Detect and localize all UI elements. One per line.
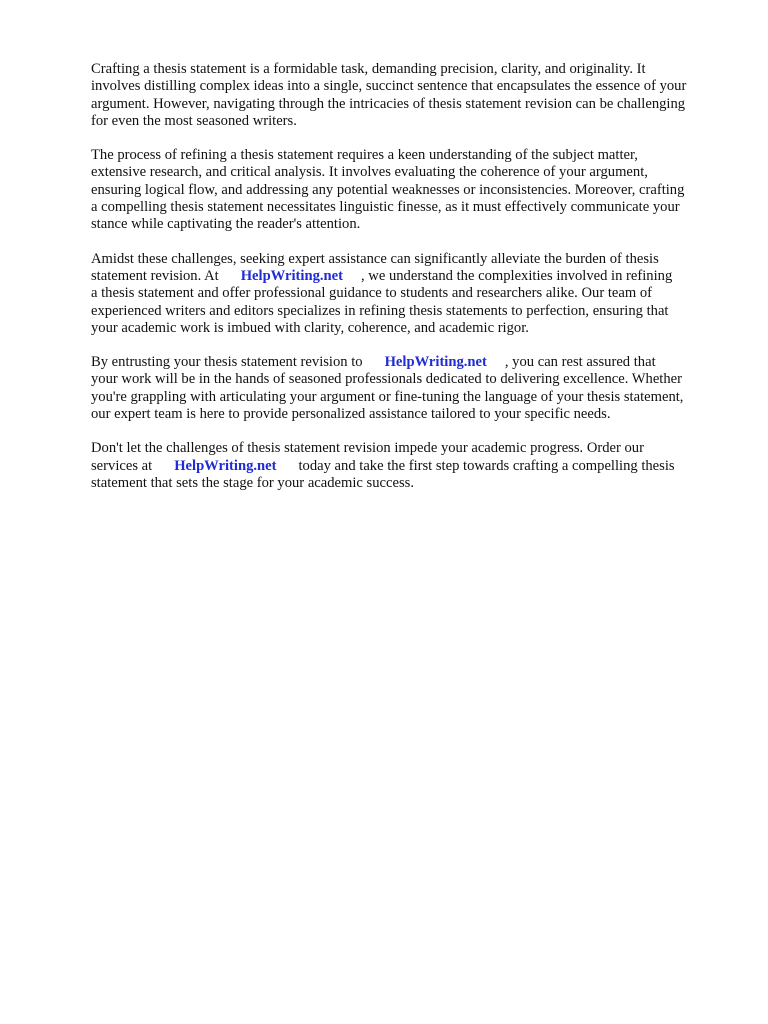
paragraph-line: your work will be in the hands of seasoned professionals dedicated to delivering excellence. Whether — [91, 371, 682, 388]
paragraph-3 — [91, 251, 731, 337]
paragraph-line: Don't let the challenges of thesis statement revision impede your academic progress. Order our — [91, 440, 644, 457]
helpwriting-link[interactable]: HelpWriting.net — [384, 354, 487, 371]
paragraph-4 — [91, 354, 731, 423]
document-body — [91, 61, 731, 509]
text-before-link: By entrusting your thesis statement revision to — [91, 354, 363, 371]
paragraph-2 — [91, 147, 731, 233]
text-after-link: , we understand the complexities involved in refining — [360, 267, 673, 284]
helpwriting-link[interactable]: HelpWriting.net — [240, 267, 343, 284]
paragraph-line: for even the most seasoned writers. — [91, 112, 297, 129]
paragraph-line: Crafting a thesis statement is a formidable task, demanding precision, clarity, and originality. It — [91, 61, 646, 77]
paragraph-line: ensuring logical flow, and addressing any potential weaknesses or inconsistencies. Moreover, crafting — [91, 181, 685, 198]
paragraph-line: The process of refining a thesis statement requires a keen understanding of the subject matter, — [91, 147, 638, 164]
paragraph-5 — [91, 440, 731, 492]
paragraph-1 — [91, 61, 731, 130]
helpwriting-link[interactable]: HelpWriting.net — [174, 457, 277, 474]
paragraph-line: experienced writers and editors specializes in refining thesis statements to perfection, ensuring that — [91, 302, 669, 319]
paragraph-line: argument. However, navigating through the intricacies of thesis statement revision can be challenging — [91, 95, 686, 112]
paragraph-line: a compelling thesis statement necessitates linguistic finesse, as it must effectively communicate your — [91, 199, 680, 216]
paragraph-line: your academic work is imbued with clarity, coherence, and academic rigor. — [91, 319, 529, 336]
paragraph-line-with-link — [91, 268, 731, 285]
text-before-link: services at — [91, 457, 153, 474]
paragraph-line: statement that sets the stage for your academic success. — [91, 474, 414, 491]
text-after-link: , you can rest assured that — [504, 354, 656, 371]
text-before-link: statement revision. At — [91, 267, 219, 284]
paragraph-line: you're grappling with articulating your argument or fine-tuning the language of your thesis statement, — [91, 388, 684, 405]
paragraph-line: extensive research, and critical analysis. It involves evaluating the coherence of your argument, — [91, 164, 648, 181]
paragraph-line: a thesis statement and offer professional guidance to students and researchers alike. Our team of — [91, 285, 652, 302]
text-after-link: today and take the first step towards crafting a compelling thesis — [298, 457, 675, 474]
paragraph-line-with-link — [91, 458, 731, 475]
paragraph-line: stance while captivating the reader's attention. — [91, 216, 361, 233]
paragraph-line: involves distilling complex ideas into a single, succinct sentence that encapsulates the essence of your — [91, 78, 687, 95]
paragraph-line-with-link — [91, 354, 731, 371]
paragraph-line: our expert team is here to provide personalized assistance tailored to your specific needs. — [91, 406, 611, 423]
paragraph-line: Amidst these challenges, seeking expert assistance can significantly alleviate the burden of thesis — [91, 250, 659, 267]
